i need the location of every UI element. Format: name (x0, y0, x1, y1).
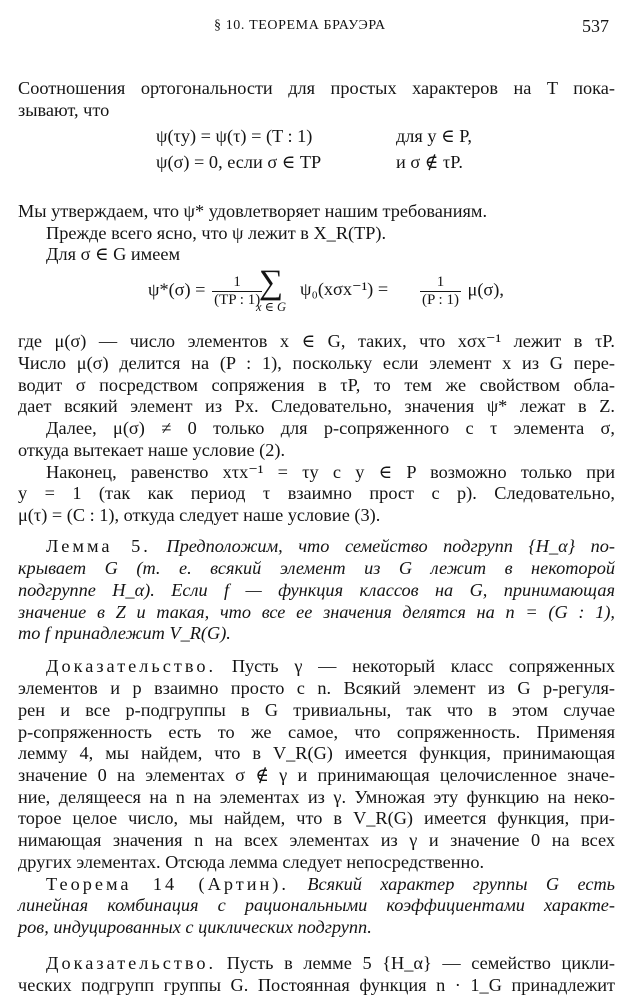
proof-2-line (46, 952, 615, 974)
formula-rhs: μ(σ), (467, 279, 504, 300)
lemma-statement-line: подгруппе H_α). Если f — функция классов на G, принимающая (18, 579, 615, 600)
section-title: § 10. ТЕОРЕМА БРАУЭРА (214, 18, 386, 33)
formula-middle: ψ₀(xσx⁻¹) = (300, 279, 389, 300)
proof-label: Доказательство. (46, 656, 217, 677)
lemma-statement-line: то f принадлежит V_R(G). (18, 623, 231, 644)
lemma-statement-line: крывает G (т. е. всякий элемент из G лежит в некоторой (18, 558, 615, 579)
fraction-1-denominator: (TP : 1) (214, 291, 261, 308)
text-line: Далее, μ(σ) ≠ 0 только для p-сопряженного с τ элемента σ, (46, 418, 615, 439)
proof-line: лемму 4, мы найдем, что в V_R(G) имеется функция, принимающая (18, 743, 615, 764)
fraction-2-denominator: (P : 1) (422, 291, 459, 308)
formula-rhs-group (418, 274, 504, 309)
fraction-2-numerator: 1 (420, 274, 461, 292)
text-line: где μ(σ) — число элементов x ∈ G, таких, что xσx⁻¹ лежит в τP. (18, 331, 615, 352)
text-line: μ(τ) = (C : 1), откуда следует наше условие (3). (18, 505, 381, 526)
theorem-line: ров, индуцированных с циклических подгрупп. (18, 917, 372, 938)
proof-line: элементов и p взаимно просто с n. Всякий элемент из G p-регуля- (18, 678, 615, 699)
summation-sign (254, 266, 288, 314)
text-line: водит σ посредством сопряжения в τP, то тем же свойством обла- (18, 374, 615, 395)
proof-text: Пусть γ — некоторый класс сопряженных (231, 656, 615, 677)
theorem-line: линейная комбинация с рациональными коэффициентами характе- (18, 895, 615, 916)
lemma-label: Лемма 5. (46, 536, 151, 557)
proof-line: рен и все p-подгруппы в G тривиальны, так что в этом случае (18, 699, 615, 720)
text-line: Соотношения ортогональности для простых характеров на T пока- (18, 78, 615, 98)
lemma-statement-line (46, 535, 615, 557)
summation-index: x ∈ G (255, 300, 287, 314)
proof-line: других элементах. Отсюда лемма следует непосредственно. (18, 851, 485, 872)
theorem-label: Теорема 14 (Артин). (46, 873, 289, 894)
formula-lhs: ψ*(σ) = (148, 279, 206, 300)
text-line: Наконец, равенство xτx⁻¹ = τy с y ∈ P возможно только при (46, 461, 615, 482)
text-line: Мы утверждаем, что ψ* удовлетворяет нашим требованиям. (18, 200, 488, 221)
display-formula (148, 274, 264, 314)
text-line: y = 1 (так как период τ взаимно прост с p). Следовательно, (18, 483, 615, 504)
fraction-2 (420, 274, 461, 309)
equation-2-right: и σ ∉ τP. (396, 151, 463, 172)
text-line: зывают, что (18, 99, 110, 120)
proof-line: значение 0 на элементах σ ∉ γ и принимающая целочисленное значе- (18, 765, 615, 786)
lemma-text: Предположим, что семейство подгрупп {H_α} по- (166, 536, 615, 557)
text-line: откуда вытекает наше условие (2). (18, 439, 286, 460)
text-line: дает всякий элемент из Px. Следовательно, значения ψ* лежат в Z. (18, 396, 615, 417)
proof-line: нимающая значения n на всех элементах из γ и значение 0 на всех (18, 830, 615, 851)
equation-1-left: ψ(τy) = ψ(τ) = (T : 1) (156, 126, 313, 147)
proof-2-text: Пусть в лемме 5 {H_α} — семейство цикли- (216, 953, 615, 973)
text-line: Прежде всего ясно, что ψ лежит в X_R(TP). (46, 222, 387, 243)
equation-1-right: для y ∈ P, (396, 126, 472, 147)
proof-2-line: ческих подгрупп группы G. Постоянная функция n · 1_G принадлежит (18, 975, 615, 995)
text-line: Число μ(σ) делится на (P : 1), поскольку если элемент x из G пере- (18, 353, 615, 373)
text-line: Для σ ∈ G имеем (46, 244, 181, 265)
theorem-line (46, 873, 615, 895)
proof-2-label: Доказательство. (46, 953, 217, 973)
page-number: 537 (582, 16, 609, 36)
proof-line (46, 655, 615, 677)
running-header (0, 16, 631, 40)
lemma-statement-line: значение в Z и такая, что все ее значения делятся на n = (G : 1), (18, 601, 615, 622)
theorem-text: Всякий характер группы G есть (307, 873, 615, 894)
fraction-1-numerator: 1 (212, 274, 262, 292)
proof-line: ние, делящееся на n на элементах из γ. Умножая эту функцию на неко- (18, 786, 615, 807)
equation-2-left: ψ(σ) = 0, если σ ∈ TP (156, 151, 322, 172)
proof-line: торое целое число, мы найдем, что в V_R(G) имеется функция, при- (18, 808, 615, 829)
sigma-glyph: ∑ (258, 264, 284, 301)
proof-line: p-сопряженность есть то же самое, что сопряженность. Применяя (18, 721, 615, 742)
